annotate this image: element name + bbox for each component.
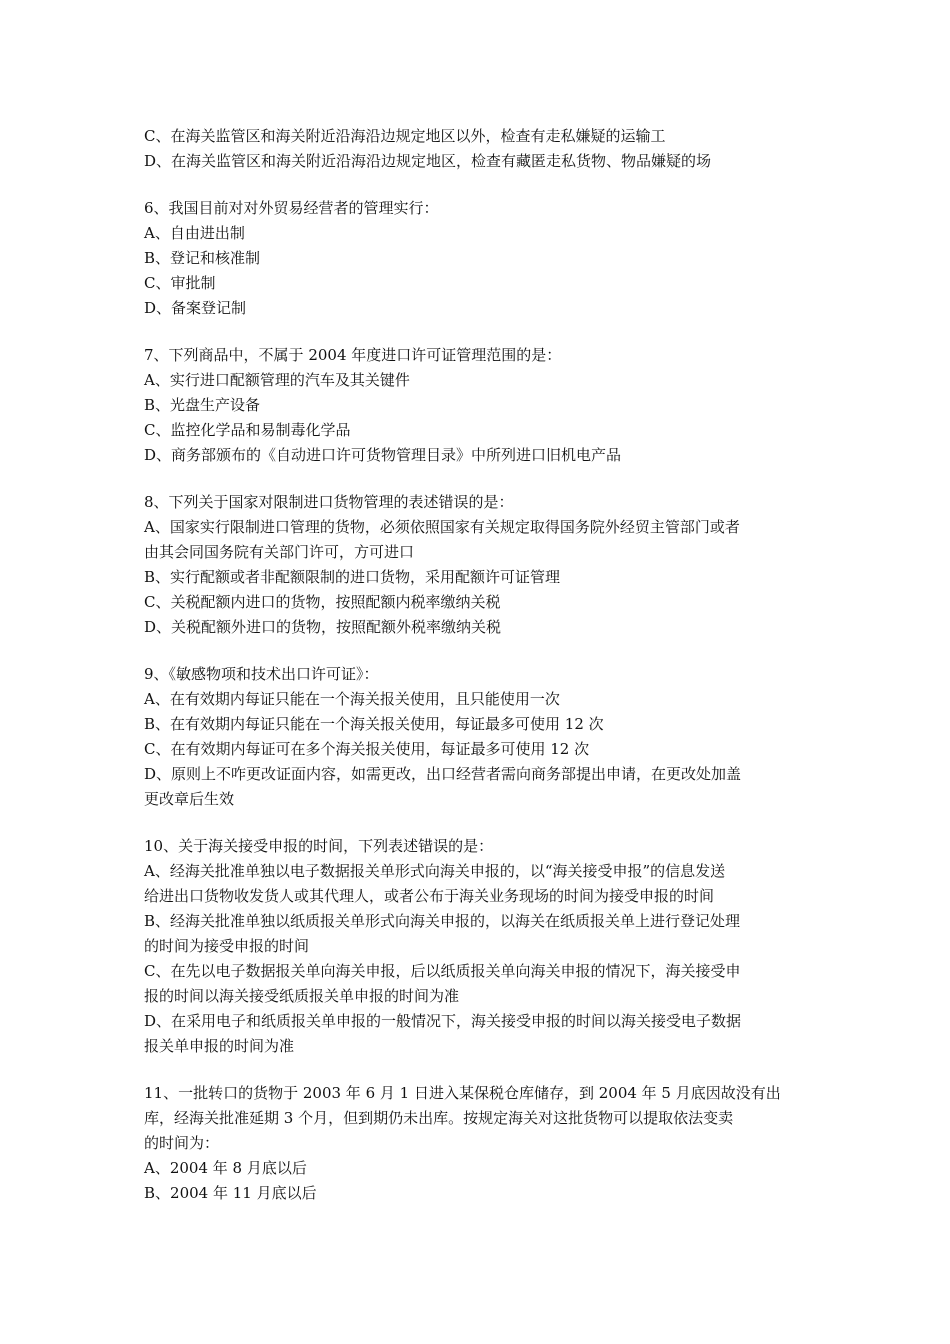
text-line: D、在采用电子和纸质报关单申报的一般情况下，海关接受申报的时间以海关接受电子数据 <box>144 1012 742 1030</box>
text-line: B、2004 年 11 月底以后 <box>144 1184 317 1202</box>
text-line: A、自由进出制 <box>144 224 245 242</box>
text-line: D、备案登记制 <box>144 299 247 317</box>
text-line: 报的时间以海关接受纸质报关单申报的时间为准 <box>144 987 460 1005</box>
text-line: 6、我国目前对对外贸易经营者的管理实行： <box>144 199 439 217</box>
text-line: B、登记和核准制 <box>144 249 261 267</box>
text-line: 8、下列关于国家对限制进口货物管理的表述错误的是： <box>144 493 514 511</box>
text-line: A、实行进口配额管理的汽车及其关键件 <box>144 371 410 389</box>
text-line: 7、下列商品中，不属于 2004 年度进口许可证管理范围的是： <box>144 346 562 364</box>
text-line: A、在有效期内每证只能在一个海关报关使用，且只能使用一次 <box>144 690 560 708</box>
text-line: A、经海关批准单独以电子数据报关单形式向海关申报的，以“海关接受申报”的信息发送 <box>144 862 726 880</box>
text-line: 由其会同国务院有关部门许可，方可进口 <box>144 543 415 561</box>
text-line: 的时间为： <box>144 1134 220 1152</box>
text-line: A、国家实行限制进口管理的货物，必须依照国家有关规定取得国务院外经贸主管部门或者 <box>144 518 740 536</box>
text-line: C、在先以电子数据报关单向海关申报，后以纸质报关单向海关申报的情况下，海关接受申 <box>144 962 741 980</box>
paragraph-gap <box>144 468 808 490</box>
text-line: D、在海关监管区和海关附近沿海沿边规定地区，检查有藏匿走私货物、物品嫌疑的场 <box>144 152 712 170</box>
text-line: 给进出口货物收发货人或其代理人，或者公布于海关业务现场的时间为接受申报的时间 <box>144 887 715 905</box>
text-line: B、在有效期内每证只能在一个海关报关使用，每证最多可使用 12 次 <box>144 715 604 733</box>
text-line: C、关税配额内进口的货物，按照配额内税率缴纳关税 <box>144 593 501 611</box>
text-line: D、原则上不咋更改证面内容，如需更改，出口经营者需向商务部提出申请，在更改处加盖 <box>144 765 742 783</box>
text-line: 库，经海关批准延期 3 个月，但到期仍未出库。按规定海关对这批货物可以提取依法变卖 <box>144 1109 734 1127</box>
text-line: 报关单申报的时间为准 <box>144 1037 295 1055</box>
text-line: 的时间为接受申报的时间 <box>144 937 310 955</box>
text-line: 9、《敏感物项和技术出口许可证》： <box>144 665 379 683</box>
text-line: C、监控化学品和易制毒化学品 <box>144 421 351 439</box>
text-line: C、审批制 <box>144 274 216 292</box>
text-line: 11、一批转口的货物于 2003 年 6 月 1 日进入某保税仓库储存，到 2004 年 5 月底因故没有出 <box>144 1084 781 1102</box>
text-line: C、在有效期内每证可在多个海关报关使用，每证最多可使用 12 次 <box>144 740 590 758</box>
document-page <box>144 124 808 1206</box>
paragraph-gap <box>144 640 808 662</box>
text-line: 10、关于海关接受申报的时间，下列表述错误的是： <box>144 837 494 855</box>
paragraph-gap <box>144 812 808 834</box>
text-line: B、经海关批准单独以纸质报关单形式向海关申报的，以海关在纸质报关单上进行登记处理 <box>144 912 741 930</box>
text-line: A、2004 年 8 月底以后 <box>144 1159 307 1177</box>
text-line: 更改章后生效 <box>144 790 235 808</box>
paragraph-gap <box>144 321 808 343</box>
text-line: D、商务部颁布的《自动进口许可货物管理目录》中所列进口旧机电产品 <box>144 446 622 464</box>
paragraph-gap <box>144 174 808 196</box>
text-line: C、在海关监管区和海关附近沿海沿边规定地区以外，检查有走私嫌疑的运输工 <box>144 127 666 145</box>
paragraph-gap <box>144 1059 808 1081</box>
text-line: B、光盘生产设备 <box>144 396 261 414</box>
text-line: D、关税配额外进口的货物，按照配额外税率缴纳关税 <box>144 618 502 636</box>
text-line: B、实行配额或者非配额限制的进口货物，采用配额许可证管理 <box>144 568 561 586</box>
